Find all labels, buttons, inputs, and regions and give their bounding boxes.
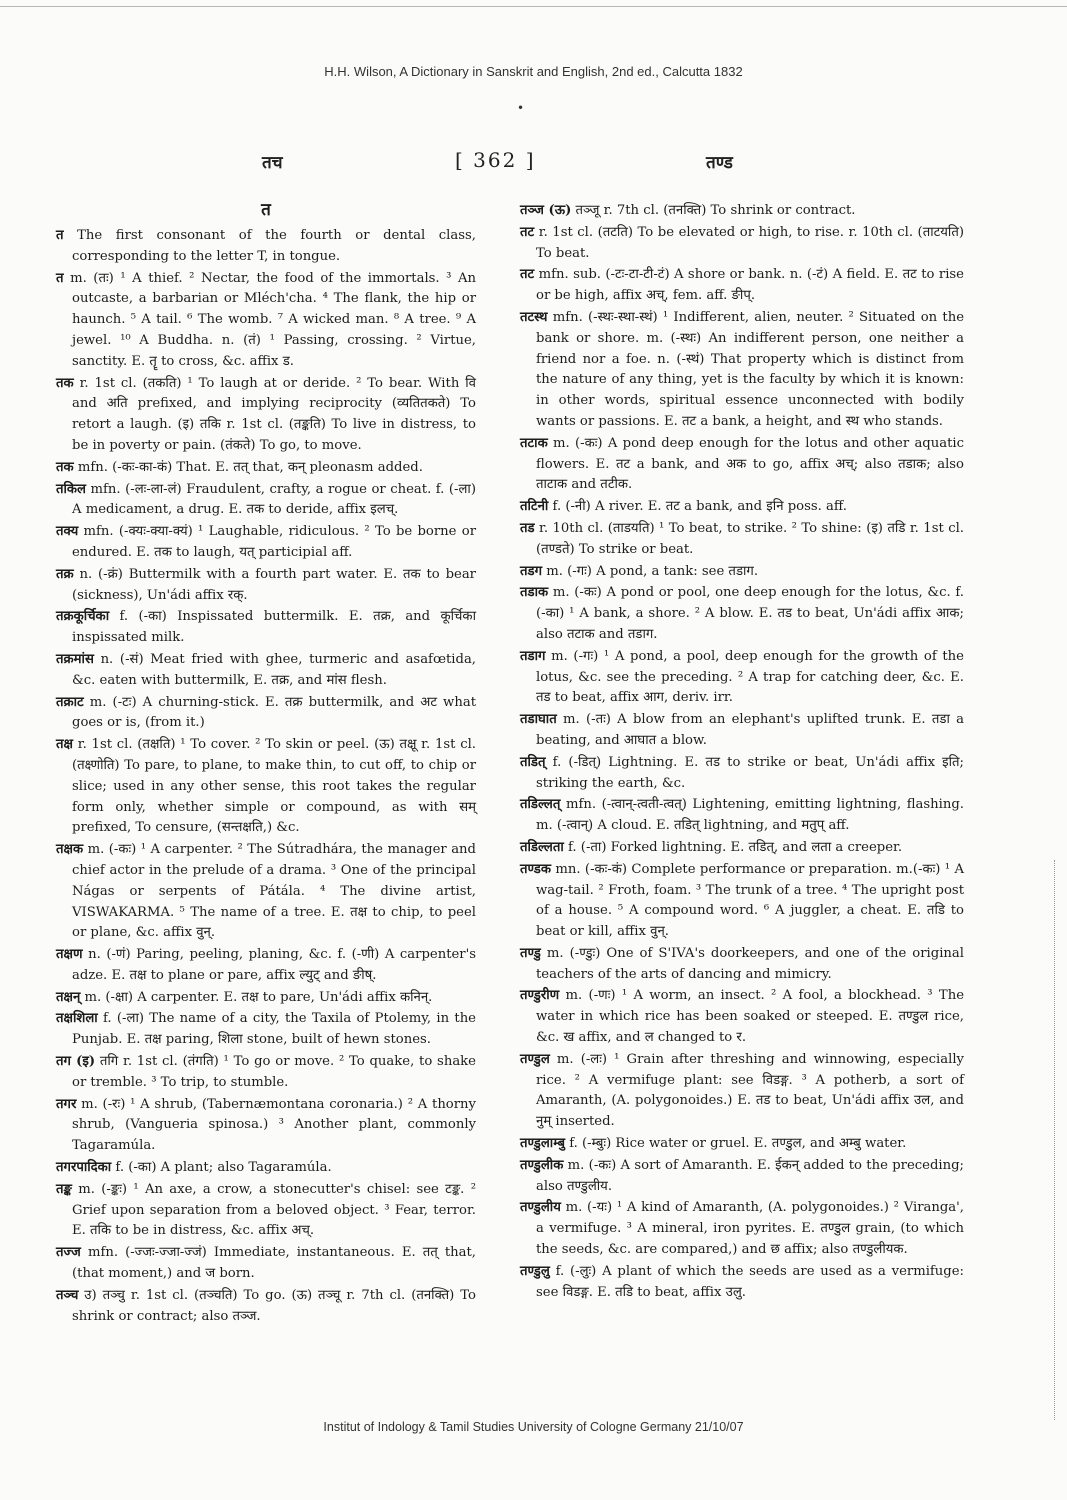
entry-headword: तण्डक <box>520 861 551 877</box>
dictionary-entry <box>520 1262 964 1304</box>
entry-headword: तण्डुलु <box>520 1263 550 1279</box>
dictionary-entry <box>520 647 964 709</box>
dictionary-entry <box>520 434 964 496</box>
dictionary-entry <box>56 522 476 564</box>
entry-headword: त <box>56 228 64 243</box>
entry-definition: m. (-लः) ¹ Grain after threshing and winnowing, especially rice. ² A vermifuge plant: see विडङ्ग. ³ A potherb, a sort of Amaranth, (A. polygonoides.) E. तड to beat, Un'ádi affix उल, and नुम् inserted. <box>536 1051 964 1130</box>
entry-definition: m. (-कः) A sort of Amaranth. E. ईकन् added to the preceding; also तण्डुलीय. <box>536 1157 964 1194</box>
entry-headword: तकिल <box>56 481 87 497</box>
entry-definition: उ) तञ्चु r. 1st cl. (तञ्चति) To go. (ऊ) तञ्चू r. 7th cl. (तनक्ति) To shrink or contract; also तञ्ज. <box>72 1287 476 1324</box>
dictionary-entry <box>520 753 964 795</box>
entry-headword: तडाग <box>520 648 546 664</box>
left-entry-list <box>56 226 476 1327</box>
entry-definition: m. (-तः) A blow from an elephant's uplifted trunk. E. तडा a beating, and आघात a blow. <box>536 712 964 748</box>
entry-headword: तगरपादिका <box>56 1160 112 1176</box>
dictionary-entry <box>520 1198 964 1260</box>
entry-headword: तटिनी <box>520 499 549 515</box>
dictionary-entry <box>56 840 476 944</box>
entry-headword: तग (इ) <box>56 1054 96 1070</box>
entry-definition: mfn. sub. (-टः-टा-टी-टं) A shore or bank. n. (-टं) A field. E. तट to rise or be high, affix अच्, fem. aff. ङीप्. <box>536 267 964 304</box>
entry-definition: m. (-ण्डुः) One of S'IVA's doorkeepers, and one of the original teachers of the arts of dancing and mimicry. <box>536 945 964 982</box>
entry-headword: तण्डुल <box>520 1051 550 1067</box>
dictionary-entry <box>520 710 964 752</box>
entry-headword: तण्डुलीय <box>520 1200 561 1216</box>
entry-definition: f. (-का) Inspissated buttermilk. E. तक्र, and कूर्चिका inspissated milk. <box>72 609 476 646</box>
dictionary-entry <box>520 223 964 265</box>
entry-definition: m. (तः) ¹ A thief. ² Nectar, the food of the immortals. ³ An outcaste, a barbarian or Mléch'cha. ⁴ The flank, the hip or haunch. ⁵ A tail. ⁶ The womb. ⁷ A wicked man. ⁸ A tree. ⁹ A jewel. ¹⁰ A Buddha. n. (तं) ¹ Passing, crossing. ² Virtue, sanctity. E. तॄ to cross, &c. affix ड. <box>70 270 476 369</box>
page-number: [ 362 ] <box>455 148 536 172</box>
dictionary-entry <box>56 988 476 1009</box>
dictionary-entry <box>56 374 476 457</box>
entry-definition: f. (-लुः) A plant of which the seeds are used as a vermifuge: see विडङ्ग. E. तडि to beat, affix उलु. <box>536 1263 964 1300</box>
entry-headword: तट <box>520 267 535 283</box>
entry-headword: तङ्क <box>56 1181 72 1197</box>
entry-headword: तक्षक <box>56 842 84 858</box>
entry-definition: m. (-ङ्कः) ¹ An axe, a crow, a stonecutter's chisel: see टङ्क. ² Grief upon separation from a beloved object. ³ Fear, terror. E. तकि to be in distress, &c. affix अच्. <box>72 1181 476 1239</box>
entry-definition: mfn. (-कः-का-कं) That. E. तत् that, कन् pleonasm added. <box>77 459 423 475</box>
entry-headword: तक्रमांस <box>56 651 94 667</box>
entry-definition: m. (-गः) A pond, a tank: see तडाग. <box>546 563 759 579</box>
entry-definition: f. (-ला) The name of a city, the Taxila of Ptolemy, in the Punjab. E. तक्ष paring, शिला stone, built of hewn stones. <box>72 1011 476 1048</box>
entry-headword: तगर <box>56 1096 77 1112</box>
entry-definition: m. (-टः) A churning-stick. E. तक्र buttermilk, and अट what goes or is, (from it.) <box>72 694 476 731</box>
entry-headword: तक <box>56 459 74 475</box>
source-footer: Institut of Indology & Tamil Studies University of Cologne Germany 21/10/07 <box>323 1420 744 1434</box>
entry-headword: तट <box>520 224 535 240</box>
source-header: H.H. Wilson, A Dictionary in Sanskrit and English, 2nd ed., Calcutta 1832 <box>324 64 743 79</box>
dictionary-entry <box>520 265 964 307</box>
entry-definition: mfn. (-स्थः-स्था-स्थं) ¹ Indifferent, alien, neuter. ² Situated on the bank or shore. m. (-स्थः) An indifferent person, one neither a friend nor a foe. n. (-स्थं) That property which is distinct from the nature of any thing, yet is the faculty by which it is known: in other words, spiritual essence unconnected with bodily wants or passions. E. तट a bank, a height, and स्थ who stands. <box>536 309 964 429</box>
dictionary-entry <box>520 497 964 518</box>
dictionary-entry <box>520 1134 964 1155</box>
entry-headword: तडिल्लता <box>520 839 564 855</box>
dictionary-entry <box>56 1009 476 1051</box>
entry-definition: m. (-क्षा) A carpenter. E. तक्ष to pare, Un'ádi affix कनिन्. <box>84 989 433 1005</box>
entry-definition: m. (-कः) A pond deep enough for the lotus and other aquatic flowers. E. तट a bank, and अक to go, affix अच्; also तडाक; also ताटाक and तटीक. <box>536 435 965 493</box>
dictionary-entry <box>520 860 964 943</box>
entry-headword: तटस्थ <box>520 309 548 325</box>
entry-definition: mfn. (-त्वान्-त्वती-त्वत्) Lightening, emitting lightning, flashing. m. (-त्वान्) A cloud. E. तडित् lightning, and मतुप् aff. <box>536 797 964 834</box>
entry-definition: mfn. (-लः-ला-लं) Fraudulent, crafty, a rogue or cheat. f. (-ला) A medicament, a drug. E. तक to deride, affix इलच्. <box>72 481 476 518</box>
dictionary-entry <box>520 1050 964 1133</box>
entry-headword: तडाक <box>520 585 549 601</box>
entry-definition: r. 1st cl. (तक्षति) ¹ To cover. ² To skin or peel. (ऊ) तक्षू r. 1st cl. (तक्ष्णोति) To pare, to plane, to make thin, to cut off, to chip or slice; used in any other sense, this root takes the regular form only, whether simple or compound, as with सम् prefixed, To censure, (सन्तक्षति,) &c. <box>72 737 476 836</box>
entry-headword: तड <box>520 520 535 536</box>
dictionary-entry <box>56 1095 476 1157</box>
entry-headword: तण्डु <box>520 945 541 961</box>
entry-definition: The first consonant of the fourth or dental class, corresponding to the letter T, in tongue. <box>72 228 476 264</box>
entry-definition: mn. (-कः-कं) Complete performance or preparation. m.(-कः) ¹ A wag-tail. ² Froth, foam. ³ The trunk of a tree. ⁴ The upright post of a house. ⁵ A compound word. ⁶ A juggler, a cheat. E. तडि to beat or kill, affix वुन्. <box>536 861 964 940</box>
dictionary-entry <box>56 458 476 479</box>
entry-headword: तक्राट <box>56 694 84 710</box>
running-head-left: तच <box>262 153 283 173</box>
entry-definition: m. (-यः) ¹ A kind of Amaranth, (A. polygonoides.) ² Viranga', a vermifuge. ³ A mineral, iron pyrites. E. तण्डुल grain, (to which the seeds, &c. are compared,) and छ affix; also तण्डुलीयक. <box>536 1200 964 1258</box>
entry-definition: m. (-गः) ¹ A pond, a pool, deep enough for the growth of the lotus, &c. see the preceding. ² A trap for catching deer, &c. E. तड to beat, affix आग, deriv. irr. <box>536 648 964 706</box>
entry-definition: m. (-कः) ¹ A carpenter. ² The Sútradhára, the manager and chief actor in the prelude of a drama. ³ One of the principal Nágas or serpents of Pátála. ⁴ The divine artist, VISWAKARMA. ⁵ The name of a tree. E. तक्ष to chip, to peel or plane, &c. affix वुन्. <box>72 842 476 941</box>
dictionary-entry <box>56 650 476 692</box>
entry-headword: तक <box>56 375 74 391</box>
top-rule <box>0 6 1067 7</box>
dictionary-entry <box>520 201 964 222</box>
entry-headword: तक्र <box>56 566 74 582</box>
entry-headword: तज्ज <box>56 1245 81 1261</box>
dictionary-entry <box>56 735 476 839</box>
dictionary-entry <box>56 1286 476 1328</box>
entry-definition: m. (-णः) ¹ A worm, an insect. ² A fool, a blockhead. ³ The water in which rice has been soaked or steeped. E. तण्डुल rice, &c. ख affix, and ल changed to र. <box>536 988 964 1046</box>
entry-definition: f. (-ता) Forked lightning. E. तडित्, and लता a creeper. <box>568 839 903 855</box>
entry-definition: f. (-नी) A river. E. तट a bank, and इनि poss. aff. <box>552 499 847 515</box>
entry-headword: त <box>56 270 64 286</box>
entry-headword: तक्षन् <box>56 989 81 1005</box>
dictionary-entry <box>56 1158 476 1179</box>
dictionary-entry <box>56 693 476 735</box>
entry-headword: तक्षण <box>56 947 83 963</box>
entry-headword: तण्डुलीक <box>520 1157 564 1173</box>
header-dot: • <box>517 101 525 115</box>
dictionary-entry <box>56 565 476 607</box>
left-column <box>56 200 476 1328</box>
entry-definition: f. (-म्बुः) Rice water or gruel. E. तण्डुल, and अम्बु water. <box>569 1136 907 1152</box>
entry-headword: तक्ष <box>56 737 73 753</box>
dictionary-entry <box>56 1052 476 1094</box>
dictionary-entry <box>520 795 964 837</box>
dictionary-entry <box>56 1180 476 1242</box>
entry-headword: तक्षशिला <box>56 1011 98 1027</box>
entry-headword: तञ्ज (ऊ) <box>520 203 572 218</box>
entry-definition: r. 1st cl. (तटति) To be elevated or high, to rise. r. 10th cl. (ताटयति) To beat. <box>536 224 964 261</box>
dictionary-entry <box>56 226 476 268</box>
entry-headword: तडग <box>520 563 542 579</box>
entry-headword: तण्डुलाम्बु <box>520 1136 566 1152</box>
entry-definition: n. (-णं) Paring, peeling, planing, &c. f. (-णी) A carpenter's adze. E. तक्ष to plane or pare, affix ल्युट् and ङीष्. <box>72 947 476 983</box>
entry-definition: r. 10th cl. (ताडयति) ¹ To beat, to strike. ² To shine: (इ) तडि r. 1st cl. (तण्डते) To strike or beat. <box>536 520 964 557</box>
page-edge-dots <box>1053 860 1055 1420</box>
entry-headword: तटाक <box>520 435 548 451</box>
dictionary-entry <box>520 986 964 1048</box>
entry-definition: r. 1st cl. (तकति) ¹ To laugh at or deride. ² To bear. With वि and अति prefixed, and implying reciprocity (व्यतितकते) To retort a laugh. (इ) तकि r. 1st cl. (तङ्कति) To live in distress, to be in poverty or pain. (तंकते) To go, to move. <box>72 375 476 453</box>
dictionary-entry <box>520 562 964 583</box>
entry-headword: तडिल्लत् <box>520 797 561 813</box>
entry-headword: तडाघात <box>520 712 557 728</box>
dictionary-entry <box>520 583 964 645</box>
section-letter: त <box>261 200 271 220</box>
dictionary-entry <box>520 519 964 561</box>
entry-definition: n. (-सं) Meat fried with ghee, turmeric and asafœtida, &c. eaten with buttermilk, E. तक्र, and मांस flesh. <box>72 651 476 688</box>
entry-headword: तक्य <box>56 524 79 540</box>
dictionary-entry <box>56 480 476 522</box>
dictionary-entry <box>520 838 964 859</box>
entry-definition: f. (-डित्) Lightning. E. तड to strike or beat, Un'ádi affix इति; striking the earth, &c. <box>536 754 964 791</box>
entry-definition: mfn. (-क्यः-क्या-क्यं) ¹ Laughable, ridiculous. ² To be borne or endured. E. तक to laugh, यत् participial aff. <box>72 524 476 560</box>
entry-headword: तण्डुरीण <box>520 988 560 1004</box>
entry-definition: m. (-रः) ¹ A shrub, (Tabernæmontana coronaria.) ² A thorny shrub, (Vangueria spinosa.) ³ Another plant, commonly Tagaramúla. <box>72 1096 476 1154</box>
entry-headword: तडित् <box>520 754 546 770</box>
right-entry-list <box>520 201 964 1303</box>
dictionary-entry <box>56 1243 476 1285</box>
entry-definition: तगि r. 1st cl. (तंगति) ¹ To go or move. ² To quake, to shake or tremble. ³ To trip, to stumble. <box>72 1054 476 1090</box>
dictionary-entry <box>520 944 964 986</box>
right-column <box>520 201 964 1304</box>
dictionary-entry <box>56 607 476 649</box>
running-head-right: तण्ड <box>706 153 733 173</box>
entry-definition: n. (-क्रं) Buttermilk with a fourth part water. E. तक to bear (sickness), Un'ádi affix रक्. <box>72 566 476 603</box>
dictionary-entry <box>520 1156 964 1198</box>
entry-definition: mfn. (-ज्जः-ज्जा-ज्जं) Immediate, instantaneous. E. तत् that, (that moment,) and ज born. <box>72 1245 476 1282</box>
entry-definition: f. (-का) A plant; also Tagaramúla. <box>115 1160 332 1176</box>
dictionary-entry <box>520 308 964 433</box>
entry-definition: तञ्जू r. 7th cl. (तनक्ति) To shrink or contract. <box>575 203 856 218</box>
dictionary-entry <box>56 269 476 373</box>
entry-headword: तञ्च <box>56 1287 79 1303</box>
entry-definition: m. (-कः) A pond or pool, one deep enough for the lotus, &c. f. (-का) ¹ A bank, a shore. ² A blow. E. तड to beat, Un'ádi affix आक; also तटाक and तडाग. <box>536 585 964 642</box>
entry-headword: तक्रकूर्चिका <box>56 609 110 625</box>
dictionary-entry <box>56 945 476 987</box>
